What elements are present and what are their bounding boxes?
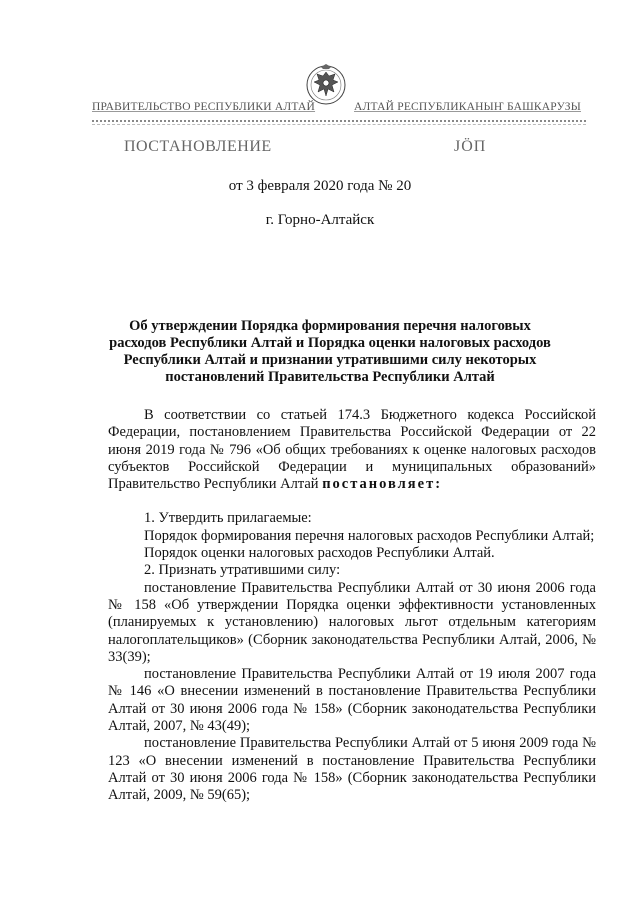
preamble-emphasis: постановляет: [322,476,443,493]
preamble-paragraph [108,407,596,493]
header-divider-secondary [92,124,586,125]
document-date-number: от 3 февраля 2020 года № 20 [228,178,412,194]
paragraph-gap [108,493,596,510]
government-name-altai: АЛТАЙ РЕСПУБЛИКАНЫҤ БАШКАРУЗЫ [354,101,581,113]
paragraph: постановление Правительства Республики Алтай от 5 июня 2009 года № 123 «О внесении изменений в постановление Правительства Республики Алтай от 30 июня 2006 года № 158» (Сборник законодательства Республики Алтай, 2009, № 59(65); [108,735,596,804]
paragraph: Порядок формирования перечня налоговых расходов Республики Алтай; [144,527,595,544]
paragraph: постановление Правительства Республики Алтай от 19 июля 2007 года № 146 «О внесении изменений в постановление Правительства Республики Алтай от 30 июня 2006 года № 158» (Сборник законодательства Республики Алтай, 2007, № 43(49); [108,666,596,735]
document-body [108,407,596,805]
paragraph: постановление Правительства Республики Алтай от 30 июня 2006 года № 158 «Об утверждении Порядка оценки эффективности установленных (планируемых к установлению) налоговых льгот отдельным категориям налогоплательщиков» (Сборник законодательства Республики Алтай, 2006, № 33(39); [108,579,596,665]
government-name-russian: ПРАВИТЕЛЬСТВО РЕСПУБЛИКИ АЛТАЙ [92,101,316,113]
paragraph: 2. Признать утратившими силу: [144,562,341,579]
document-type-altai: ЈӦП [454,138,487,155]
preamble-text: В соответствии со статьей 174.3 Бюджетного кодекса Российской Федерации, постановлением Правительства Российской Федерации от 22 июня 2019 года № 796 «Об общих требованиях к оценке налоговых расходов субъектов Российской Федерации и муниципальных образований» Правительство Республики Алтай [108,407,596,493]
header-divider [92,120,586,122]
document-type-russian: ПОСТАНОВЛЕНИЕ [124,138,272,155]
paragraph: 1. Утвердить прилагаемые: [144,510,312,527]
document-city: г. Горно-Алтайск [265,212,375,228]
document-title: Об утверждении Порядка формирования перечня налоговых расходов Республики Алтай и Порядка оценки налоговых расходов Республики Алтай и признании утратившими силу некоторых постановлений Правительства Республики Алтай [109,318,551,385]
paragraph: Порядок оценки налоговых расходов Республики Алтай. [144,545,495,562]
